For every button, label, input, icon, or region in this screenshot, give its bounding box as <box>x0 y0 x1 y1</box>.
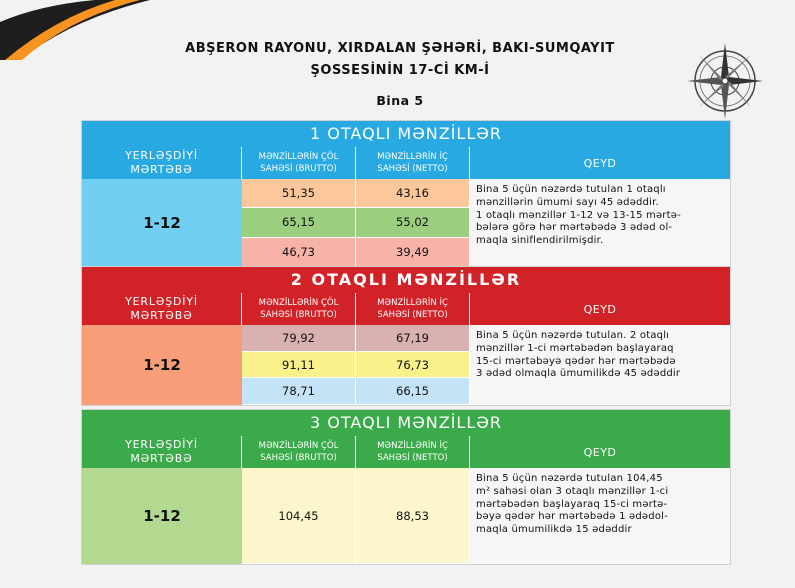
section-1-room <box>81 120 731 268</box>
table-row <box>242 352 470 379</box>
floor-range: 1-12 <box>82 179 242 267</box>
note-text: Bina 5 üçün nəzərdə tutulan. 2 otaqlı mənzillər 1-ci mərtəbədən başlayaraq 15-ci mərtəbəyə qədər hər mərtəbədə 3 ədəd olmaqla ümumilikdə 45 ədəddir <box>470 325 730 405</box>
brutto-cell: 78,71 <box>242 378 356 405</box>
note-header: QEYD <box>470 293 730 325</box>
note-text: Bina 5 üçün nəzərdə tutulan 1 otaqlı mənzillərin ümumi sayı 45 ədəddir. 1 otaqlı mənzillər 1-12 və 13-15 mərtə- bələrə görə hər mərtəbədə 3 ədəd ol- maqla siniflendirilmişdir. <box>470 179 730 267</box>
netto-cell: 67,19 <box>356 325 470 352</box>
netto-header: MƏNZİLLƏRİN İÇ SAHƏSİ (NETTO) <box>356 436 470 468</box>
table-header <box>82 436 730 468</box>
note-header: QEYD <box>470 147 730 179</box>
floor-header: YERLƏŞDİYİ MƏRTƏBƏ <box>82 436 242 468</box>
section-2-room <box>81 266 731 406</box>
table-row <box>242 468 470 564</box>
table-row <box>242 208 470 237</box>
note-header: QEYD <box>470 436 730 468</box>
table-row <box>242 325 470 352</box>
table-row <box>242 378 470 405</box>
note-text: Bina 5 üçün nəzərdə tutulan 104,45 m² sahəsi olan 3 otaqlı mənzillər 1-ci mərtəbədən başlayaraq 15-ci mərtə- bəyə qədər hər mərtəbədə 1 ədədol- maqla ümumilikdə 15 ədəddir <box>470 468 730 564</box>
table-header <box>82 293 730 325</box>
address-line-1: ABŞERON RAYONU, XIRDALAN ŞƏHƏRİ, BAKI-SUMQAYIT <box>185 41 615 56</box>
brutto-cell: 65,15 <box>242 208 356 237</box>
brutto-cell: 79,92 <box>242 325 356 352</box>
brutto-header: MƏNZİLLƏRİN ÇÖL SAHƏSİ (BRUTTO) <box>242 147 356 179</box>
floor-range: 1-12 <box>82 325 242 405</box>
section-title: 1 OTAQLI MƏNZİLLƏR <box>82 121 730 147</box>
netto-cell: 39,49 <box>356 238 470 267</box>
netto-cell: 43,16 <box>356 179 470 208</box>
floor-header: YERLƏŞDİYİ MƏRTƏBƏ <box>82 147 242 179</box>
netto-header: MƏNZİLLƏRİN İÇ SAHƏSİ (NETTO) <box>356 293 470 325</box>
section-title: 3 OTAQLI MƏNZİLLƏR <box>82 410 730 436</box>
building-label: Bina 5 <box>376 93 424 108</box>
netto-cell: 55,02 <box>356 208 470 237</box>
brutto-cell: 51,35 <box>242 179 356 208</box>
netto-cell: 66,15 <box>356 378 470 405</box>
section-3-room <box>81 409 731 565</box>
netto-cell: 88,53 <box>356 468 470 564</box>
section-title: 2 OTAQLI MƏNZİLLƏR <box>82 267 730 293</box>
brutto-cell: 46,73 <box>242 238 356 267</box>
brutto-header: MƏNZİLLƏRİN ÇÖL SAHƏSİ (BRUTTO) <box>242 293 356 325</box>
table-row <box>242 179 470 208</box>
netto-header: MƏNZİLLƏRİN İÇ SAHƏSİ (NETTO) <box>356 147 470 179</box>
address-line-2: ŞOSSESİNİN 17-Cİ KM-İ <box>310 63 490 78</box>
brutto-header: MƏNZİLLƏRİN ÇÖL SAHƏSİ (BRUTTO) <box>242 436 356 468</box>
table-header <box>82 147 730 179</box>
table-row <box>242 238 470 267</box>
area-values <box>242 325 470 405</box>
brutto-cell: 104,45 <box>242 468 356 564</box>
floor-range: 1-12 <box>82 468 242 564</box>
area-values <box>242 468 470 564</box>
floor-header: YERLƏŞDİYİ MƏRTƏBƏ <box>82 293 242 325</box>
area-values <box>242 179 470 267</box>
brutto-cell: 91,11 <box>242 352 356 379</box>
compass-rose-icon <box>684 40 766 122</box>
netto-cell: 76,73 <box>356 352 470 379</box>
